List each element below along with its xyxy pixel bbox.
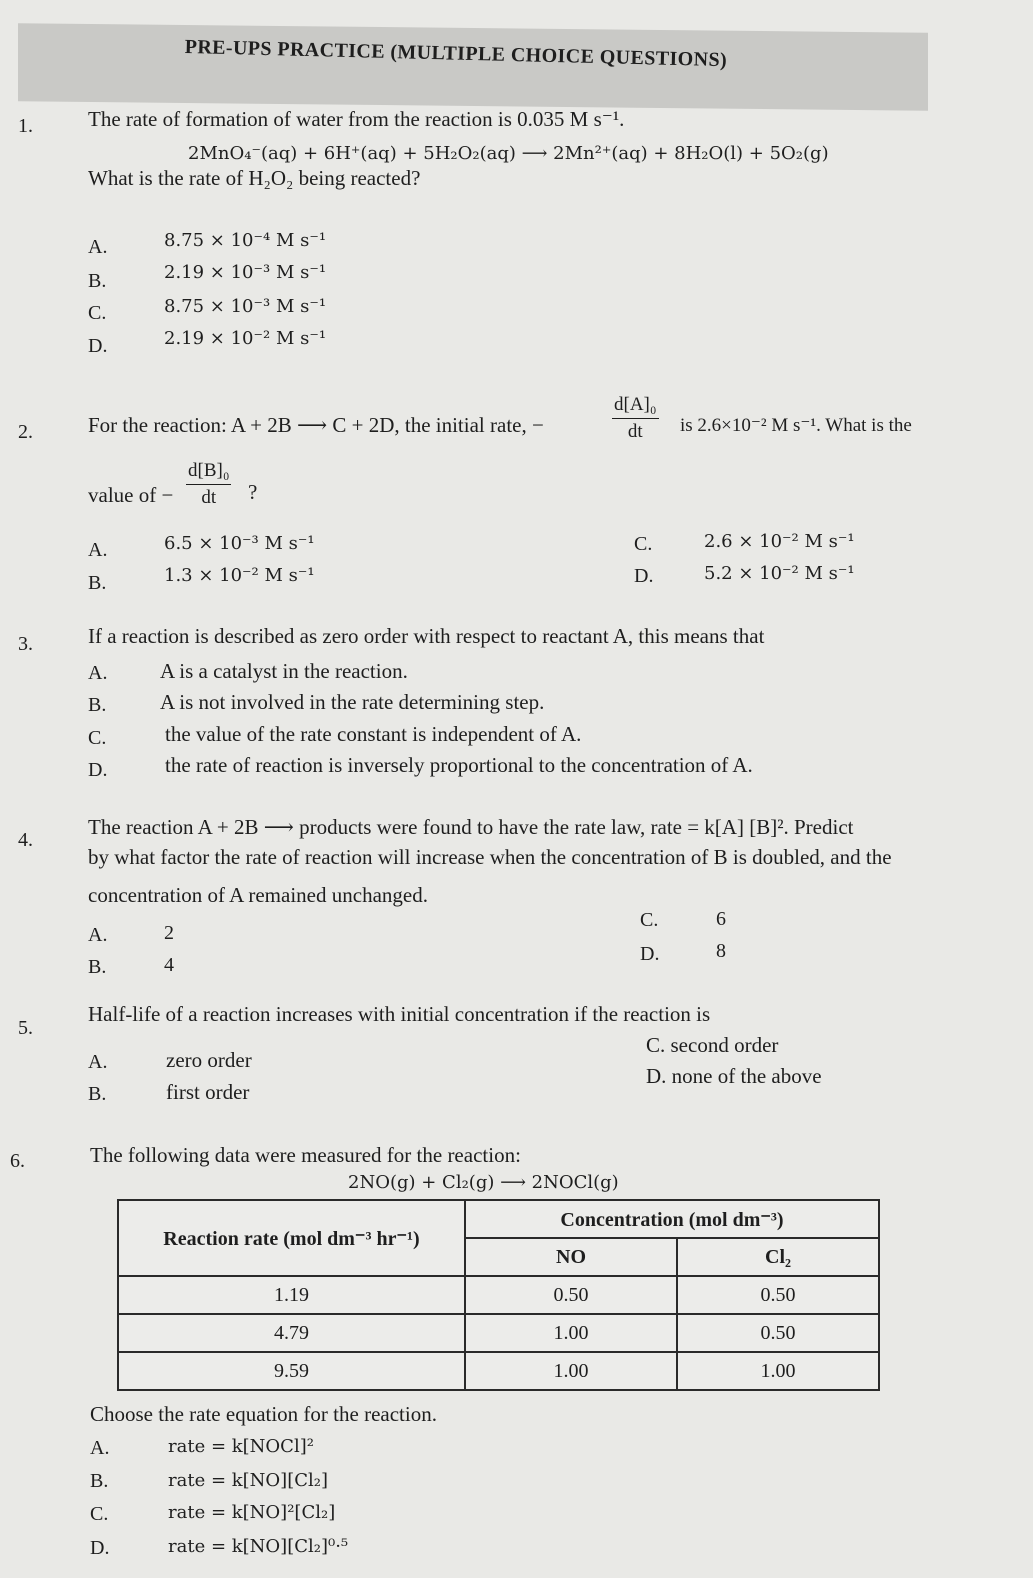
q3-option-d-letter: D. bbox=[88, 759, 108, 781]
q5-option-a-text[interactable]: zero order bbox=[166, 1048, 252, 1072]
q2-number: 2. bbox=[18, 421, 33, 443]
q2-fraction-b bbox=[186, 460, 231, 509]
q6-option-d-letter: D. bbox=[90, 1537, 110, 1559]
q5-option-d-text[interactable]: D. none of the above bbox=[646, 1064, 822, 1088]
q2-option-a-letter: A. bbox=[88, 539, 108, 561]
q6-option-c-text[interactable]: rate = k[NO]²[Cl₂] bbox=[168, 1502, 336, 1523]
q3-option-a-letter: A. bbox=[88, 662, 108, 684]
cl2-cell: 0.50 bbox=[677, 1276, 879, 1314]
q4-line-3: concentration of A remained unchanged. bbox=[88, 883, 428, 907]
q4-option-c-text[interactable]: 6 bbox=[716, 908, 726, 930]
rate-cell: 4.79 bbox=[118, 1314, 465, 1352]
cl2-cell: 0.50 bbox=[677, 1314, 879, 1352]
table-row bbox=[118, 1314, 879, 1352]
header-banner bbox=[18, 23, 928, 111]
cl2-column-header: Cl₂ bbox=[677, 1238, 879, 1276]
q2-fraction-a-top: d[A]₀ bbox=[614, 394, 657, 415]
q2-value-of: value of − bbox=[88, 483, 174, 507]
q6-stem: The following data were measured for the reaction: bbox=[90, 1143, 521, 1167]
q4-option-d-letter: D. bbox=[640, 943, 660, 965]
rate-cell: 9.59 bbox=[118, 1352, 465, 1390]
q1-option-d-letter: D. bbox=[88, 335, 108, 357]
q4-number: 4. bbox=[18, 829, 33, 851]
q1-option-a-text[interactable]: 8.75 × 10⁻⁴ M s⁻¹ bbox=[164, 230, 327, 251]
q6-option-c-letter: C. bbox=[90, 1503, 109, 1525]
q6-option-a-text[interactable]: rate = k[NOCl]² bbox=[168, 1436, 314, 1457]
q1-option-b-letter: B. bbox=[88, 270, 107, 292]
q6-option-d-text[interactable]: rate = k[NO][Cl₂]⁰·⁵ bbox=[168, 1536, 349, 1557]
q4-option-a-text[interactable]: 2 bbox=[164, 922, 174, 944]
q2-question-mark: ? bbox=[248, 480, 258, 504]
q6-option-a-letter: A. bbox=[90, 1437, 110, 1459]
no-column-header: NO bbox=[465, 1238, 677, 1276]
rate-header: Reaction rate (mol dm⁻³ hr⁻¹) bbox=[118, 1200, 465, 1276]
q1-equation: 2MnO₄⁻(aq) + 6H⁺(aq) + 5H₂O₂(aq) ⟶ 2Mn²⁺(aq) + 8H₂O(l) + 5O₂(g) bbox=[188, 143, 829, 164]
rate-data-table bbox=[117, 1199, 880, 1391]
q2-stem-start: For the reaction: A + 2B ⟶ C + 2D, the initial rate, − bbox=[88, 413, 544, 437]
q2-option-b-text[interactable]: 1.3 × 10⁻² M s⁻¹ bbox=[164, 565, 315, 586]
q2-option-b-letter: B. bbox=[88, 572, 107, 594]
q3-option-c-letter: C. bbox=[88, 727, 107, 749]
q2-fraction-b-top: d[B]₀ bbox=[188, 460, 230, 481]
q1-option-c-text[interactable]: 8.75 × 10⁻³ M s⁻¹ bbox=[164, 296, 327, 317]
table-row bbox=[118, 1276, 879, 1314]
no-cell: 1.00 bbox=[465, 1352, 677, 1390]
q2-stem-end: is 2.6×10⁻² M s⁻¹. What is the bbox=[680, 415, 912, 436]
q3-option-d-text[interactable]: the rate of reaction is inversely proportional to the concentration of A. bbox=[165, 753, 753, 777]
q2-option-a-text[interactable]: 6.5 × 10⁻³ M s⁻¹ bbox=[164, 533, 315, 554]
q4-line-2: by what factor the rate of reaction will increase when the concentration of B is doubled, and the bbox=[88, 845, 892, 869]
q6-question: Choose the rate equation for the reaction. bbox=[90, 1402, 437, 1426]
q5-option-c-text[interactable]: C. second order bbox=[646, 1033, 779, 1057]
q1-option-b-text[interactable]: 2.19 × 10⁻³ M s⁻¹ bbox=[164, 262, 327, 283]
q4-option-d-text[interactable]: 8 bbox=[716, 940, 726, 962]
q5-option-b-text[interactable]: first order bbox=[166, 1080, 250, 1104]
rate-cell: 1.19 bbox=[118, 1276, 465, 1314]
q4-option-c-letter: C. bbox=[640, 909, 659, 931]
q1-stem: The rate of formation of water from the reaction is 0.035 M s⁻¹. bbox=[88, 107, 625, 131]
q6-option-b-letter: B. bbox=[90, 1470, 109, 1492]
q1-option-a-letter: A. bbox=[88, 236, 108, 258]
q3-option-a-text[interactable]: A is a catalyst in the reaction. bbox=[160, 659, 408, 683]
q2-fraction-a bbox=[612, 394, 659, 443]
no-cell: 1.00 bbox=[465, 1314, 677, 1352]
q2-option-c-letter: C. bbox=[634, 533, 653, 555]
q2-option-c-text[interactable]: 2.6 × 10⁻² M s⁻¹ bbox=[704, 531, 855, 552]
page-title: PRE-UPS PRACTICE (MULTIPLE CHOICE QUESTIONS) bbox=[184, 36, 728, 72]
q1-option-d-text[interactable]: 2.19 × 10⁻² M s⁻¹ bbox=[164, 328, 327, 349]
cl2-cell: 1.00 bbox=[677, 1352, 879, 1390]
q5-option-b-letter: B. bbox=[88, 1083, 107, 1105]
q3-option-b-letter: B. bbox=[88, 694, 107, 716]
q4-option-a-letter: A. bbox=[88, 924, 108, 946]
q1-question: What is the rate of H₂O₂ being reacted? bbox=[88, 166, 421, 190]
q5-stem: Half-life of a reaction increases with initial concentration if the reaction is bbox=[88, 1002, 711, 1026]
concentration-header: Concentration (mol dm⁻³) bbox=[465, 1200, 879, 1238]
q4-option-b-text[interactable]: 4 bbox=[164, 954, 174, 976]
q5-number: 5. bbox=[18, 1017, 33, 1039]
q3-option-c-text[interactable]: the value of the rate constant is independent of A. bbox=[165, 722, 582, 746]
q1-number: 1. bbox=[18, 115, 33, 137]
q3-number: 3. bbox=[18, 633, 33, 655]
table-row bbox=[118, 1352, 879, 1390]
q4-option-b-letter: B. bbox=[88, 956, 107, 978]
q1-option-c-letter: C. bbox=[88, 302, 107, 324]
q6-equation: 2NO(g) + Cl₂(g) ⟶ 2NOCl(g) bbox=[348, 1172, 619, 1193]
no-cell: 0.50 bbox=[465, 1276, 677, 1314]
q5-option-a-letter: A. bbox=[88, 1051, 108, 1073]
q2-option-d-text[interactable]: 5.2 × 10⁻² M s⁻¹ bbox=[704, 563, 855, 584]
q6-number: 6. bbox=[10, 1150, 25, 1172]
q3-stem: If a reaction is described as zero order with respect to reactant A, this means that bbox=[88, 624, 765, 648]
q4-line-1: The reaction A + 2B ⟶ products were found to have the rate law, rate = k[A] [B]². Predict bbox=[88, 815, 854, 839]
q2-option-d-letter: D. bbox=[634, 565, 654, 587]
q2-fraction-a-bottom: dt bbox=[627, 421, 643, 442]
q6-option-b-text[interactable]: rate = k[NO][Cl₂] bbox=[168, 1470, 328, 1491]
q2-fraction-b-bottom: dt bbox=[201, 487, 217, 508]
q3-option-b-text[interactable]: A is not involved in the rate determining step. bbox=[160, 690, 545, 714]
